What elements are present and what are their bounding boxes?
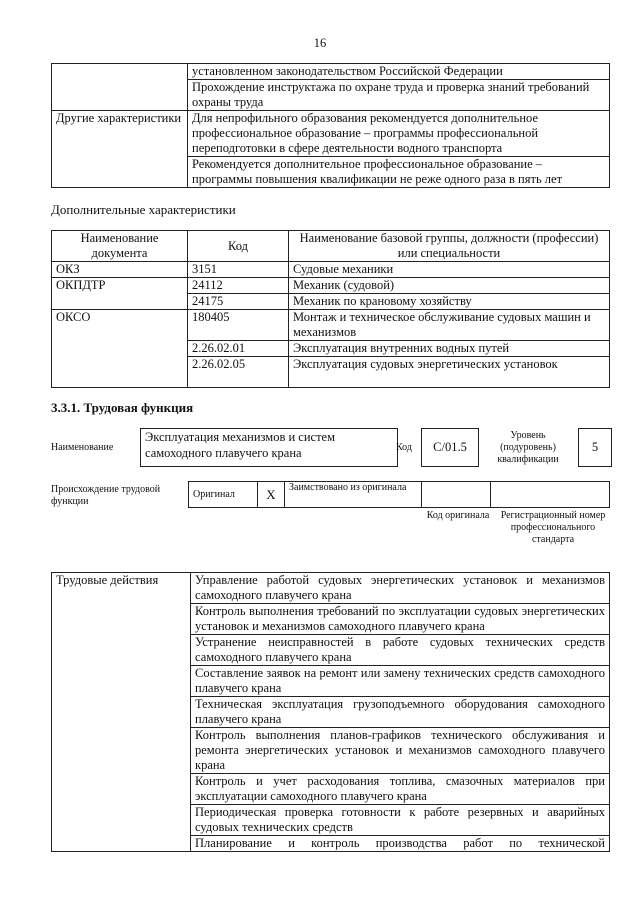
labor-action-item: Планирование и контроль производства работ по технической xyxy=(195,836,605,850)
labor-action-item: Контроль выполнения требований по эксплуатации судовых энергетических установок и механизмов самоходного плавучего крана xyxy=(191,604,609,635)
labor-action-item: Контроль и учет расходования топлива, смазочных материалов при эксплуатации самоходного плавучего крана xyxy=(191,774,609,805)
origin-table xyxy=(188,481,610,508)
other-char-line-1: Для непрофильного образования рекомендуется дополнительное профессиональное образование – программы профессиональной переподготовки в сфере деятельности водного транспорта xyxy=(188,111,609,157)
requirement-line-2: Прохождение инструктажа по охране труда и проверка знаний требований охраны труда xyxy=(192,80,590,109)
qualification-level-label: Уровень (подуровень) квалификации xyxy=(497,430,559,465)
code-label: Код xyxy=(396,442,412,453)
code-cell: 2.26.02.05 xyxy=(188,357,289,388)
section-heading: 3.3.1. Трудовая функция xyxy=(51,400,194,415)
continuation-table xyxy=(51,63,610,188)
additional-characteristics-table xyxy=(51,230,610,388)
name-label: Наименование xyxy=(51,442,114,453)
name-cell: Эксплуатация внутренних водных путей xyxy=(289,341,610,357)
requirement-line-1: установленном законодательством Российской Федерации xyxy=(188,64,609,80)
name-cell: Механик (судовой) xyxy=(289,278,610,294)
doc-okz: ОКЗ xyxy=(52,262,188,278)
name-cell: Судовые механики xyxy=(289,262,610,278)
other-characteristics-label: Другие характеристики xyxy=(52,111,188,188)
name-cell: Механик по крановому хозяйству xyxy=(289,294,610,310)
labor-action-item: Управление работой судовых энергетических установок и механизмов самоходного плавучего крана xyxy=(191,573,609,604)
header-code: Код xyxy=(188,231,289,262)
labor-action-item: Периодическая проверка готовности к работе резервных и аварийных судовых технических средств xyxy=(191,805,609,836)
name-cell: Эксплуатация судовых энергетических установок xyxy=(289,357,610,388)
registration-number-label: Регистрационный номер профессионального стандарта xyxy=(500,510,606,545)
labor-action-item: Составление заявок на ремонт или замену технических средств самоходного плавучего крана xyxy=(191,666,609,697)
labor-function-code: C/01.5 xyxy=(421,428,479,467)
labor-action-item: Техническая эксплуатация грузоподъемного оборудования самоходного плавучего крана xyxy=(191,697,609,728)
labor-action-item: Устранение неисправностей в работе судовых технических средств самоходного плавучего крана xyxy=(191,635,609,666)
code-cell: 180405 xyxy=(188,310,289,341)
continuation-empty-cell xyxy=(52,64,188,111)
reg-number-cell xyxy=(491,482,610,508)
code-original-label: Код оригинала xyxy=(426,510,490,521)
header-document: Наименование документа xyxy=(52,231,188,262)
code-cell: 24112 xyxy=(188,278,289,294)
original-label: Оригинал xyxy=(189,482,258,508)
header-base-group: Наименование базовой группы, должности (профессии) или специальности xyxy=(289,231,610,262)
code-original-cell xyxy=(422,482,491,508)
qualification-level-value: 5 xyxy=(578,428,612,467)
labor-function-name: Эксплуатация механизмов и систем самоходного плавучего крана xyxy=(140,428,398,467)
code-cell: 3151 xyxy=(188,262,289,278)
additional-characteristics-heading: Дополнительные характеристики xyxy=(51,202,236,217)
page-number: 16 xyxy=(313,36,327,50)
origin-label: Происхождение трудовой функции xyxy=(51,484,161,507)
code-cell: 24175 xyxy=(188,294,289,310)
doc-okpdtr: ОКПДТР xyxy=(52,278,188,310)
borrowed-label: Заимствовано из оригинала xyxy=(285,482,422,508)
labor-actions-table xyxy=(51,572,610,852)
other-char-line-2: Рекомендуется дополнительное профессиональное образование – программы повышения квалификации не реже одного раза в пять лет xyxy=(192,157,563,186)
labor-action-item: Контроль выполнения планов-графиков технического обслуживания и ремонта энергетических установок и механизмов самоходного плавучего крана xyxy=(191,728,609,774)
code-cell: 2.26.02.01 xyxy=(188,341,289,357)
original-mark: X xyxy=(258,482,285,508)
name-cell: Монтаж и техническое обслуживание судовых машин и механизмов xyxy=(289,310,610,341)
labor-actions-label: Трудовые действия xyxy=(52,573,191,852)
doc-okso: ОКСО xyxy=(52,310,188,388)
